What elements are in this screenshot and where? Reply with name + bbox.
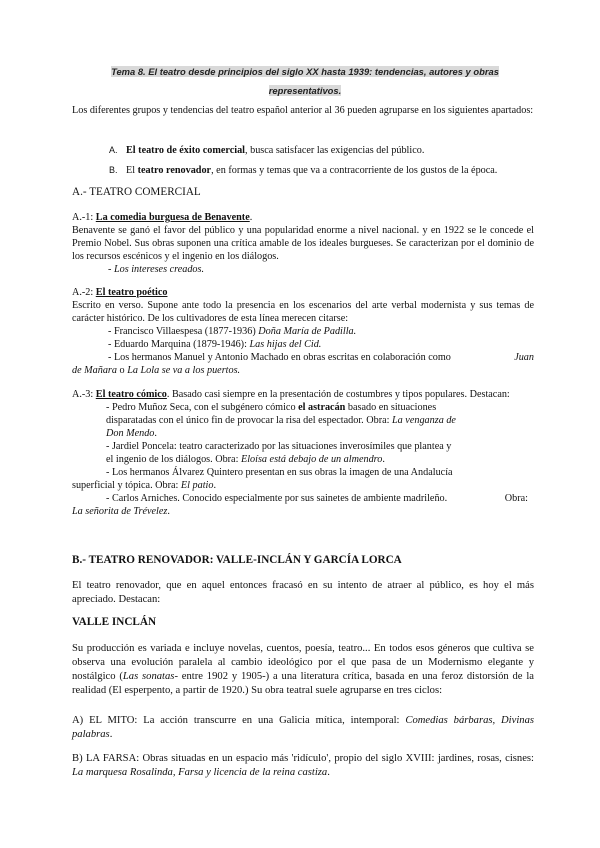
machado-o: o <box>117 365 128 376</box>
a1-body: Benavente se ganó el favor del público y una popularidad enorme a nivel nacional. y en 1922 se le concede el Premio Nobel. Sus obras suponen una crítica amable de los ideales burgueses. Se caracterizan por el dominio de los recursos escénicos y el ingenio en los diálogos. <box>72 225 534 262</box>
a2-title: El teatro poético <box>95 287 168 298</box>
tendencies-list <box>72 144 534 177</box>
a3-jardiel: - Jardiel Poncela: teatro caracterizado por las situaciones inverosímiles que plantea y <box>106 441 452 452</box>
a3-quintero-line2 <box>72 479 534 492</box>
a1-title: La comedia burguesa de Benavente <box>95 212 250 223</box>
section-a-heading: A.- TEATRO COMERCIAL <box>72 186 201 198</box>
a3-heading <box>72 388 534 401</box>
quintero-line-2: superficial y tópica. Obra: <box>72 480 181 491</box>
section-b-heading: B.- TEATRO RENOVADOR: VALLE-INCLÁN Y GARCÍA LORCA <box>72 554 402 566</box>
a2-body: Escrito en verso. Supone ante todo la presencia en los escenarios del arte verbal modernista y sus temas de carácter histórico. De los cultivadores de esta línea merecen citarse: <box>72 300 534 324</box>
a3-munoz <box>72 401 534 414</box>
a3-quintero: - Los hermanos Álvarez Quintero presentan en sus obras la imagen de una Andalucía <box>106 467 453 478</box>
list-item-pre: El <box>126 165 138 176</box>
a2-item-work: Doña María de Padilla. <box>258 326 357 337</box>
a3-munoz-line3 <box>72 427 534 440</box>
a2-item-text: - Francisco Villaespesa (1877-1936) <box>108 326 259 337</box>
section-a1 <box>72 211 534 276</box>
a2-machado-line2 <box>72 364 534 377</box>
list-item-text: , busca satisfacer las exigencias del público. <box>245 145 425 156</box>
list-item <box>72 164 534 177</box>
title-line-2: representativos. <box>268 85 342 96</box>
mito-end: . <box>109 729 113 740</box>
title-line-1: Tema 8. El teatro desde principios del siglo XX hasta 1939: tendencias, autores y obras <box>111 66 499 77</box>
farsa-work: La marquesa Rosalinda, Farsa y licencia de la reina castiza <box>72 767 328 778</box>
a3-arniches <box>72 492 534 505</box>
list-item-bold: El teatro de éxito comercial <box>126 145 246 156</box>
mito-work: Comedias bárbaras, Divinas palabras <box>72 715 534 740</box>
a2-label: A.-2: <box>72 287 96 298</box>
a3-jardiel-line2 <box>72 453 534 466</box>
arniches-work: La señorita de Trévelez <box>72 506 168 517</box>
munoz-end: . <box>154 428 157 439</box>
a3-label: A.-3: <box>72 389 96 400</box>
a2-item <box>72 338 534 351</box>
list-item-text: , en formas y temas que va a contracorriente de los gustos de la época. <box>211 165 498 176</box>
a1-work: - Los intereses creados. <box>108 264 205 275</box>
a3-body: . Basado casi siempre en la presentación de costumbres y tipos populares. Destacan: <box>166 389 510 400</box>
a3-arniches-line2 <box>72 505 534 518</box>
list-marker: A. <box>109 145 118 155</box>
valle-mito <box>72 714 534 742</box>
valle-heading: VALLE INCLÁN <box>72 616 157 628</box>
list-marker: B. <box>109 165 118 175</box>
valle-body-work: Las sonatas <box>122 671 175 682</box>
arniches-end: . <box>167 506 170 517</box>
a1-heading <box>72 211 534 224</box>
a2-item-work: Las hijas del Cid. <box>249 339 322 350</box>
arniches-obra: Obra: <box>504 493 528 504</box>
valle-body-2: - entre 1902 y 1905-) a una literatura crítica, basada en una feroz distorsión de la realidad (El esperpento, a partir de 1920.) Su obra teatral suele agruparse en tres ciclos: <box>72 671 534 696</box>
document-title <box>100 62 510 100</box>
machado-work-1-tail: de Mañara <box>72 365 117 376</box>
farsa-end: . <box>327 767 330 778</box>
a2-machado <box>72 351 534 364</box>
section-a2 <box>72 286 534 377</box>
munoz-text: - Pedro Muñoz Seca, con el subgénero cómico <box>106 402 299 413</box>
machado-work-2: La Lola se va a los puertos. <box>127 365 241 376</box>
jardiel-work: Eloísa está debajo de un almendro <box>240 454 383 465</box>
quintero-end: . <box>213 480 217 491</box>
a3-munoz-line2 <box>72 414 534 427</box>
valle-body-1: Su producción es variada e incluye novelas, cuentos, poesía, teatro... En todos esos géneros que cultiva se observa una evolución paralela al cambio ideológico por el que pasa de un Modernismo elegante y nostálgico ( <box>72 643 534 682</box>
munoz-bold: el astracán <box>298 402 346 413</box>
valle-farsa <box>72 752 534 780</box>
jardiel-end: . <box>382 454 385 465</box>
machado-text: - Los hermanos Manuel y Antonio Machado en obras escritas en colaboración como <box>108 352 451 363</box>
munoz-line-2: disparatadas con el único fin de provocar la risa del espectador. Obra: <box>106 415 392 426</box>
section-b-intro: El teatro renovador, que en aquel entonces fracasó en su intento de atraer al público, es hoy el más apreciado. Destacan: <box>72 580 534 605</box>
intro-paragraph <box>72 104 534 117</box>
a3-title: El teatro cómico <box>95 389 167 400</box>
section-a3 <box>72 388 534 518</box>
munoz-rest: basado en situaciones <box>345 402 437 413</box>
quintero-work: El patio <box>180 480 214 491</box>
farsa-text: B) LA FARSA: Obras situadas en un espacio más 'ridículo', propio del siglo XVIII: jardines, rosas, cisnes: <box>72 753 534 764</box>
a2-item-text: - Eduardo Marquina (1879-1946): <box>108 339 250 350</box>
arniches-text: - Carlos Arniches. Conocido especialmente por sus sainetes de ambiente madrileño. <box>106 493 448 504</box>
jardiel-line-2: el ingenio de los diálogos. Obra: <box>106 454 241 465</box>
a2-heading <box>72 286 534 299</box>
a1-title-end: . <box>249 212 253 223</box>
munoz-work-2: Don Mendo <box>106 428 155 439</box>
list-item-bold: teatro renovador <box>137 165 212 176</box>
intro-text: Los diferentes grupos y tendencias del teatro español anterior al 36 pueden agruparse en los siguientes apartados: <box>72 105 534 116</box>
mito-text: A) EL MITO: La acción transcurre en una Galicia mítica, intemporal: <box>72 715 406 726</box>
a1-label: A.-1: <box>72 212 96 223</box>
a2-item <box>72 325 534 338</box>
list-item <box>72 144 534 157</box>
valle-body <box>72 642 534 698</box>
munoz-work-1: La venganza de <box>392 415 456 426</box>
machado-work-1: Juan <box>514 352 534 363</box>
